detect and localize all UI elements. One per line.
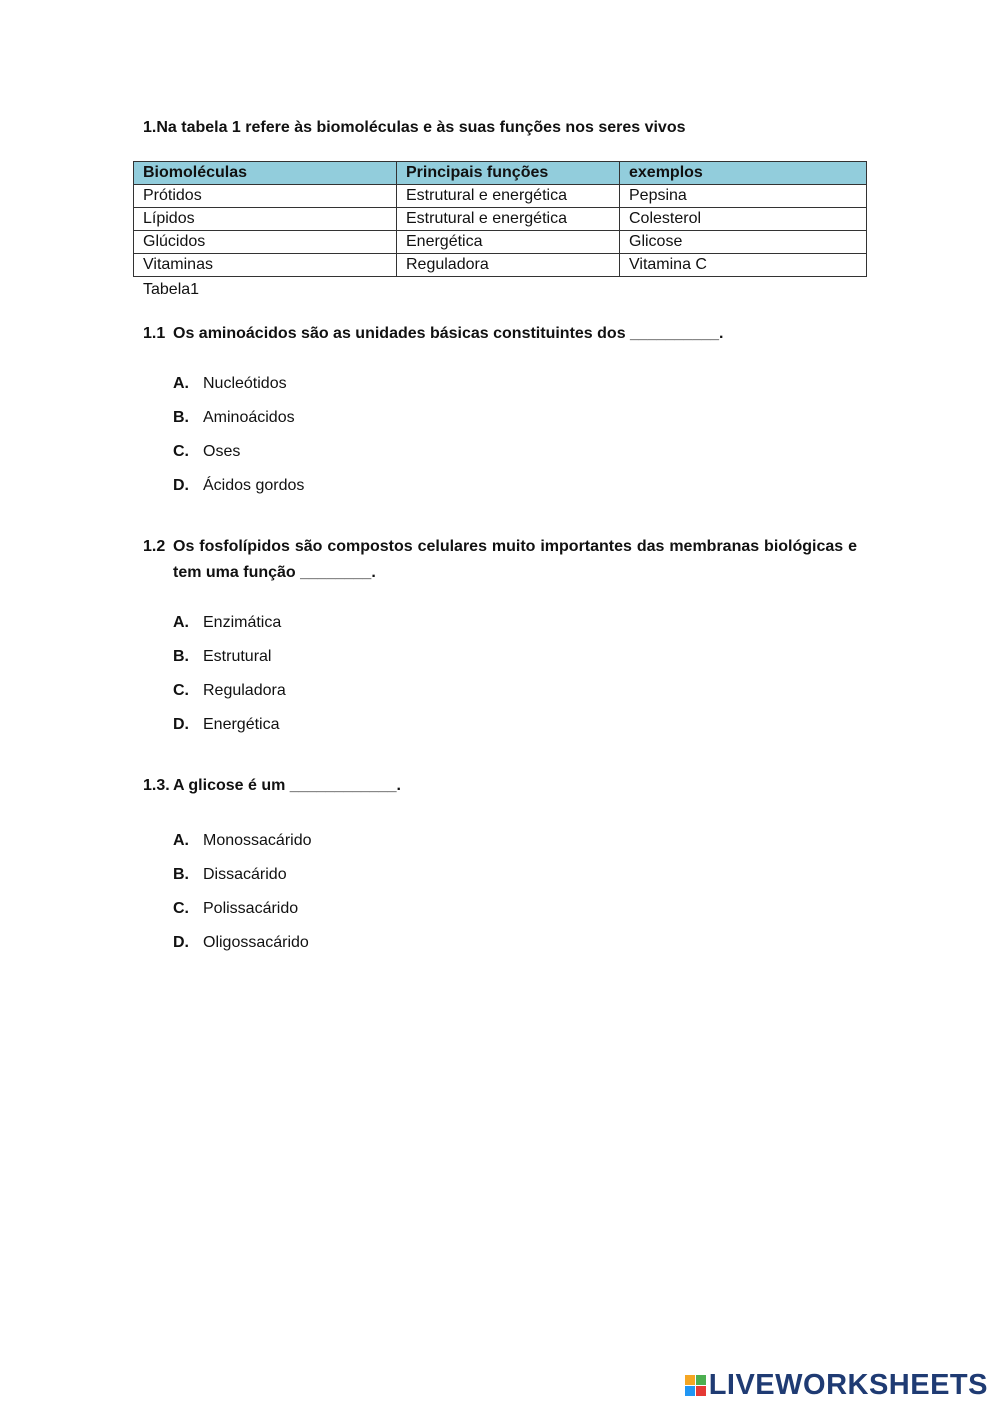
- table-row: [134, 208, 867, 231]
- question-1-1: [143, 321, 863, 347]
- question-text: A glicose é um ____________.: [173, 777, 401, 794]
- table-header-cell: Principais funções: [397, 162, 620, 185]
- option-letter: A.: [173, 832, 189, 849]
- table-cell: Lípidos: [134, 208, 397, 231]
- option-letter: B.: [173, 648, 189, 665]
- table-caption: Tabela1: [143, 281, 200, 298]
- option-letter: C.: [173, 900, 189, 917]
- table-header-cell: exemplos: [620, 162, 867, 185]
- option-text: Nucleótidos: [203, 375, 287, 392]
- option-1-1-c[interactable]: [173, 443, 240, 461]
- question-text: Os fosfolípidos são compostos celulares muito importantes das membranas biológicas e tem uma função ________.: [173, 538, 857, 581]
- option-text: Aminoácidos: [203, 409, 295, 426]
- table-row: [134, 231, 867, 254]
- table-cell: Pepsina: [620, 185, 867, 208]
- option-1-2-c[interactable]: [173, 682, 286, 700]
- logo-tile: [685, 1386, 695, 1396]
- option-letter: D.: [173, 934, 189, 951]
- option-1-3-b[interactable]: [173, 866, 287, 884]
- option-text: Oligossacárido: [203, 934, 309, 951]
- option-1-1-a[interactable]: [173, 375, 287, 393]
- table-cell: Vitamina C: [620, 254, 867, 277]
- option-1-1-b[interactable]: [173, 409, 295, 427]
- option-1-2-b[interactable]: [173, 648, 271, 666]
- option-1-1-d[interactable]: [173, 477, 304, 495]
- logo-tile: [685, 1375, 695, 1385]
- table-cell: Vitaminas: [134, 254, 397, 277]
- option-text: Polissacárido: [203, 900, 299, 917]
- option-1-3-d[interactable]: [173, 934, 309, 952]
- logo-text: LIVEWORKSHEETS: [708, 1369, 988, 1401]
- question-number: 1.2: [143, 538, 166, 555]
- table-row: [134, 254, 867, 277]
- table-cell: Glúcidos: [134, 231, 397, 254]
- question-text: Os aminoácidos são as unidades básicas constituintes dos __________.: [173, 325, 724, 342]
- table-cell: Estrutural e energética: [397, 208, 620, 231]
- liveworksheets-logo: [685, 1369, 988, 1402]
- option-text: Energética: [203, 716, 280, 733]
- option-letter: D.: [173, 477, 189, 494]
- question-1-3: [143, 773, 863, 799]
- option-letter: B.: [173, 409, 189, 426]
- table-cell: Prótidos: [134, 185, 397, 208]
- intro-heading: 1.Na tabela 1 refere às biomoléculas e às suas funções nos seres vivos: [143, 119, 686, 136]
- table-row: [134, 185, 867, 208]
- logo-tile: [696, 1375, 706, 1385]
- table-cell: Colesterol: [620, 208, 867, 231]
- table-cell: Estrutural e energética: [397, 185, 620, 208]
- option-1-2-a[interactable]: [173, 614, 281, 632]
- option-1-2-d[interactable]: [173, 716, 280, 734]
- option-letter: B.: [173, 866, 189, 883]
- table-cell: Reguladora: [397, 254, 620, 277]
- option-letter: C.: [173, 443, 189, 460]
- option-letter: C.: [173, 682, 189, 699]
- option-letter: A.: [173, 375, 189, 392]
- option-text: Enzimática: [203, 614, 282, 631]
- option-text: Dissacárido: [203, 866, 287, 883]
- biomolecules-table: [133, 161, 867, 277]
- option-text: Monossacárido: [203, 832, 312, 849]
- question-number: 1.3.: [143, 777, 170, 794]
- option-letter: D.: [173, 716, 189, 733]
- table-cell: Energética: [397, 231, 620, 254]
- table-cell: Glicose: [620, 231, 867, 254]
- table-header-cell: Biomoléculas: [134, 162, 397, 185]
- option-text: Oses: [203, 443, 241, 460]
- logo-tile: [696, 1386, 706, 1396]
- option-text: Reguladora: [203, 682, 286, 699]
- question-1-2: [143, 534, 863, 586]
- option-1-3-c[interactable]: [173, 900, 298, 918]
- option-letter: A.: [173, 614, 189, 631]
- option-text: Ácidos gordos: [203, 477, 305, 494]
- option-1-3-a[interactable]: [173, 832, 312, 850]
- question-number: 1.1: [143, 325, 166, 342]
- table-header-row: [134, 162, 867, 185]
- option-text: Estrutural: [203, 648, 272, 665]
- liveworksheets-logo-icon: [685, 1375, 706, 1396]
